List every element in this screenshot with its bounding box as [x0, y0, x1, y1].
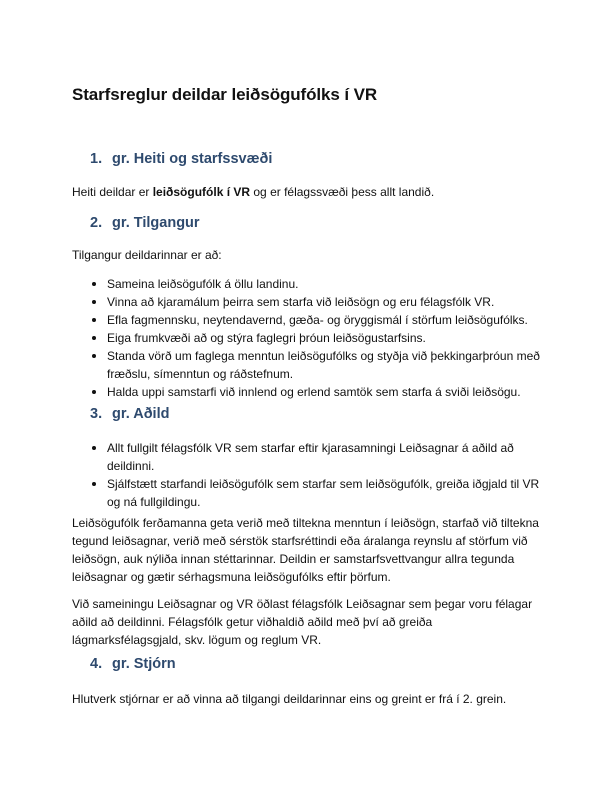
section-title: gr. Aðild — [112, 406, 170, 422]
section-3-paragraph-1: Leiðsögufólk ferðamanna geta verið með tiltekna menntun í leiðsögn, starfað við tiltekna tegund leiðsagnar, verið með sérstök starfsréttindi eða áralanga reynslu af störfum við leiðsögn, auk nýliða innan stéttarinnar. Deildin er samstarfsvettvangur allra tegunda leiðsagnar og gætir sérhagsmuna leiðsögufólks eftir þörfum. — [72, 516, 539, 584]
section-3-heading — [90, 406, 169, 422]
text-run: Heiti deildar er — [72, 185, 153, 199]
membership-list — [92, 439, 542, 511]
section-number: 2. — [90, 215, 103, 231]
purpose-list — [92, 275, 542, 401]
section-4-text: Hlutverk stjórnar er að vinna að tilgangi deildarinnar eins og greint er frá í 2. grein. — [72, 692, 507, 706]
list-item: Vinna að kjaramálum þeirra sem starfa við leiðsögn og eru félagsfólk VR. — [92, 293, 542, 311]
section-2-heading — [90, 215, 200, 231]
list-item: Allt fullgilt félagsfólk VR sem starfar eftir kjarasamningi Leiðsagnar á aðild að deildinni. — [92, 439, 542, 475]
bold-text-run: leiðsögufólk í VR — [152, 185, 251, 199]
list-item: Efla fagmennsku, neytendavernd, gæða- og öryggismál í störfum leiðsögufólks. — [92, 311, 542, 329]
section-title: gr. Tilgangur — [112, 215, 200, 231]
section-3-paragraph-2: Við sameiningu Leiðsagnar og VR öðlast félagsfólk Leiðsagnar sem þegar voru félagar aðild að deildinni. Félagsfólk getur viðhaldið aðild með því að greiða lágmarksfélagsgjald, skv. lögum og reglum VR. — [72, 597, 533, 647]
section-4-heading — [90, 656, 176, 672]
list-item: Standa vörð um faglega menntun leiðsögufólks og styðja við þekkingarþróun með fræðslu, símenntun og ráðstefnum. — [92, 347, 542, 383]
list-item: Sjálfstætt starfandi leiðsögufólk sem starfar sem leiðsögufólk, greiða iðgjald til VR og ná fullgildingu. — [92, 475, 542, 511]
list-item: Eiga frumkvæði að og stýra faglegri þróun leiðsögustarfsins. — [92, 329, 542, 347]
section-2-intro: Tilgangur deildarinnar er að: — [72, 248, 222, 262]
text-run: og er félagssvæði þess allt landið. — [250, 185, 435, 199]
section-number: 3. — [90, 406, 103, 422]
document-title: Starfsreglur deildar leiðsögufólks í VR — [72, 85, 378, 104]
section-title: gr. Heiti og starfssvæði — [112, 151, 273, 167]
list-item: Sameina leiðsögufólk á öllu landinu. — [92, 275, 542, 293]
section-1-text — [72, 183, 542, 201]
section-number: 1. — [90, 151, 103, 167]
section-title: gr. Stjórn — [112, 656, 176, 672]
section-1-heading — [90, 151, 272, 167]
section-number: 4. — [90, 656, 103, 672]
list-item: Halda uppi samstarfi við innlend og erlend samtök sem starfa á sviði leiðsögu. — [92, 383, 542, 401]
